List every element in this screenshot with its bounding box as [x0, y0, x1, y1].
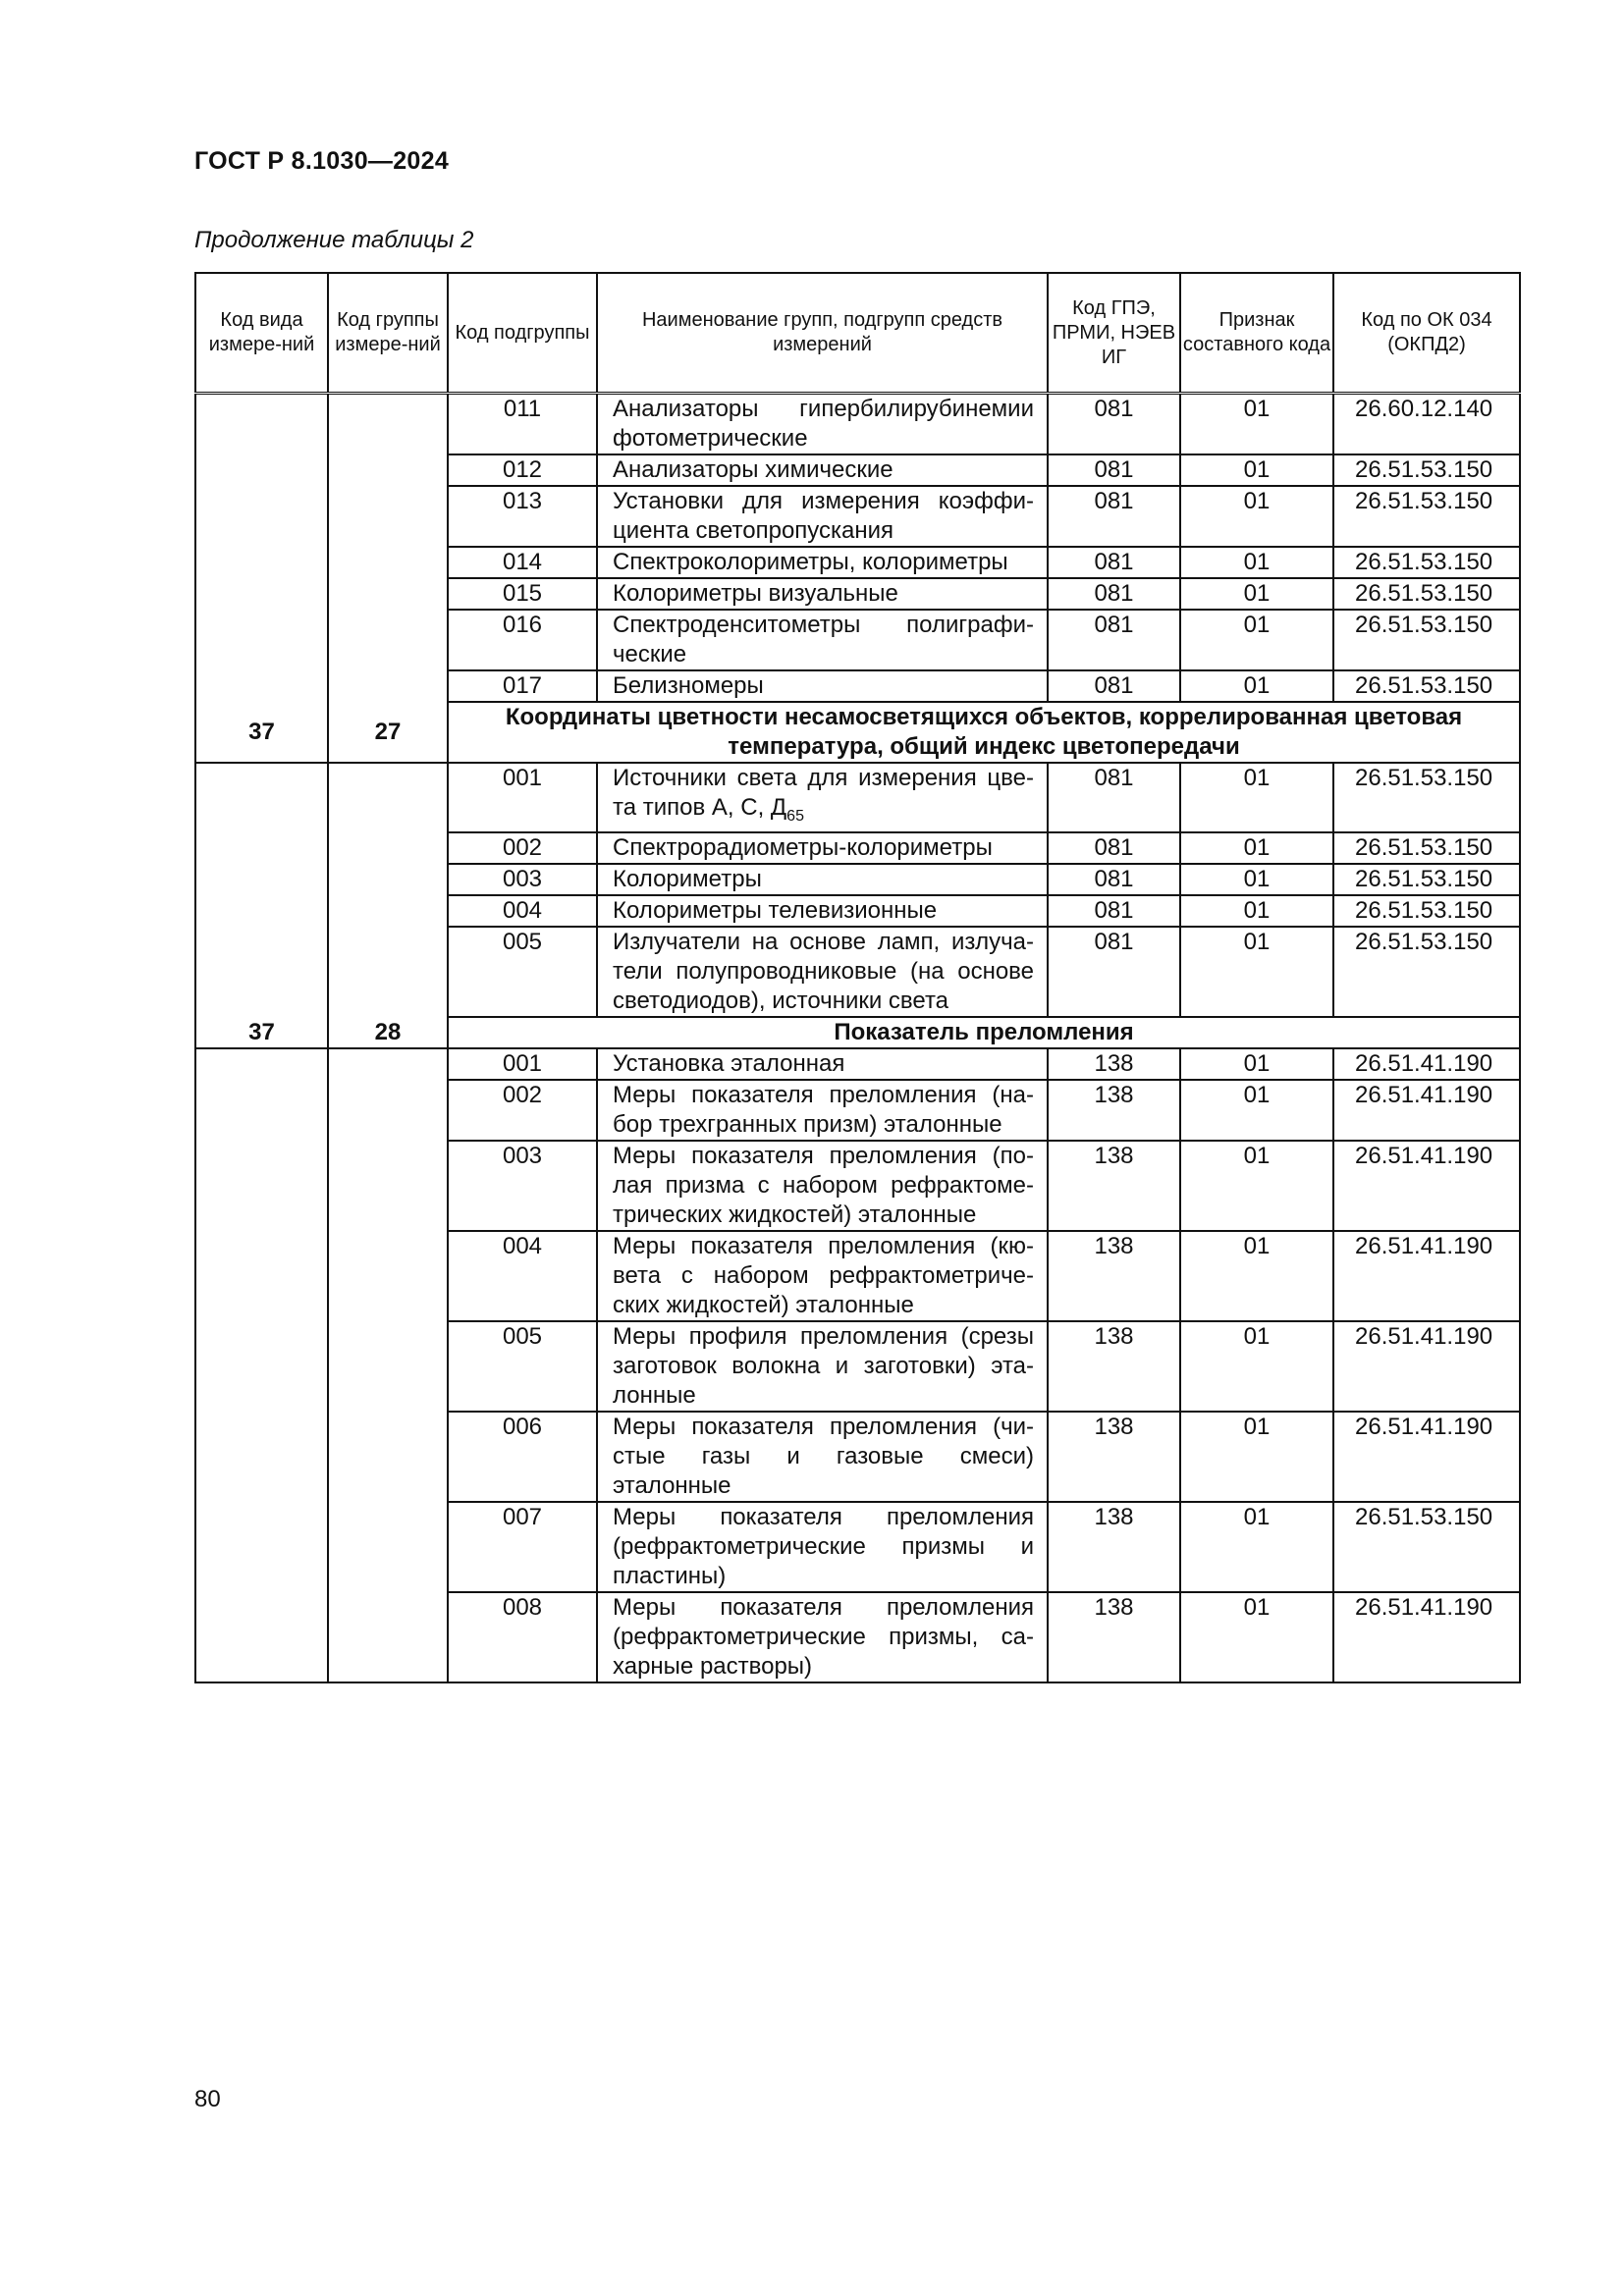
composite-sign: 01	[1180, 1321, 1333, 1412]
empty-kind-cell	[195, 394, 328, 703]
subgroup-code: 011	[448, 394, 597, 455]
item-name: Меры показателя преломления (чи-стые газы и газовые смеси) эталонные	[597, 1412, 1048, 1502]
composite-sign: 01	[1180, 454, 1333, 486]
empty-group-cell	[328, 394, 448, 703]
document-code: ГОСТ Р 8.1030—2024	[194, 147, 450, 175]
okpd-code: 26.51.53.150	[1333, 578, 1520, 610]
gpe-code: 081	[1048, 927, 1180, 1017]
okpd-code: 26.60.12.140	[1333, 394, 1520, 455]
group-code: 27	[328, 702, 448, 763]
subgroup-code: 003	[448, 1141, 597, 1231]
composite-sign: 01	[1180, 927, 1333, 1017]
table-row	[195, 763, 1520, 832]
composite-sign: 01	[1180, 578, 1333, 610]
gpe-code: 138	[1048, 1592, 1180, 1682]
gpe-code: 081	[1048, 394, 1180, 455]
gpe-code: 138	[1048, 1080, 1180, 1141]
okpd-code: 26.51.53.150	[1333, 547, 1520, 578]
gpe-code: 138	[1048, 1412, 1180, 1502]
col-header-name: Наименование групп, подгрупп средств измерений	[597, 273, 1048, 394]
composite-sign: 01	[1180, 895, 1333, 927]
col-header-kind: Код вида измере-ний	[195, 273, 328, 394]
item-name-text: Источники света для измерения цве-та типов A, C, Д	[613, 765, 1034, 821]
okpd-code: 26.51.41.190	[1333, 1231, 1520, 1321]
item-name: Установка эталонная	[597, 1048, 1048, 1080]
subgroup-code: 004	[448, 895, 597, 927]
composite-sign: 01	[1180, 763, 1333, 832]
subgroup-code: 004	[448, 1231, 597, 1321]
subgroup-code: 015	[448, 578, 597, 610]
item-name: Меры показателя преломления (рефрактометрические призмы, са-харные растворы)	[597, 1592, 1048, 1682]
item-name: Меры показателя преломления (по-лая призма с набором рефрактоме-трических жидкостей) эталонные	[597, 1141, 1048, 1231]
okpd-code: 26.51.41.190	[1333, 1080, 1520, 1141]
item-name	[597, 763, 1048, 832]
col-header-gpe: Код ГПЭ, ПРМИ, НЭЕВ ИГ	[1048, 273, 1180, 394]
okpd-code: 26.51.53.150	[1333, 486, 1520, 547]
okpd-code: 26.51.53.150	[1333, 670, 1520, 702]
item-name: Спектроколориметры, колориметры	[597, 547, 1048, 578]
gpe-code: 138	[1048, 1141, 1180, 1231]
gpe-code: 081	[1048, 832, 1180, 864]
composite-sign: 01	[1180, 864, 1333, 895]
okpd-code: 26.51.53.150	[1333, 927, 1520, 1017]
subgroup-code: 014	[448, 547, 597, 578]
page-number: 80	[194, 2086, 221, 2112]
composite-sign: 01	[1180, 832, 1333, 864]
subgroup-code: 005	[448, 1321, 597, 1412]
subgroup-code: 002	[448, 1080, 597, 1141]
subgroup-code: 016	[448, 610, 597, 670]
col-header-sign: Признак составного кода	[1180, 273, 1333, 394]
okpd-code: 26.51.41.190	[1333, 1048, 1520, 1080]
group-kind-code: 37	[195, 702, 328, 763]
gpe-code: 138	[1048, 1502, 1180, 1592]
item-name: Колориметры визуальные	[597, 578, 1048, 610]
group-header-row	[195, 702, 1520, 763]
item-name: Установки для измерения коэффи-циента светопропускания	[597, 486, 1048, 547]
classification-table	[194, 272, 1521, 1683]
composite-sign: 01	[1180, 394, 1333, 455]
composite-sign: 01	[1180, 486, 1333, 547]
subgroup-code: 002	[448, 832, 597, 864]
item-name: Колориметры телевизионные	[597, 895, 1048, 927]
group-code: 28	[328, 1017, 448, 1048]
item-name: Меры профиля преломления (срезы заготовок волокна и заготовки) эта-лонные	[597, 1321, 1048, 1412]
gpe-code: 081	[1048, 763, 1180, 832]
composite-sign: 01	[1180, 1502, 1333, 1592]
okpd-code: 26.51.41.190	[1333, 1592, 1520, 1682]
gpe-code: 081	[1048, 578, 1180, 610]
col-header-subgroup: Код подгруппы	[448, 273, 597, 394]
empty-kind-cell	[195, 1048, 328, 1682]
composite-sign: 01	[1180, 1080, 1333, 1141]
table-row	[195, 1048, 1520, 1080]
composite-sign: 01	[1180, 1412, 1333, 1502]
subgroup-code: 005	[448, 927, 597, 1017]
subgroup-code: 013	[448, 486, 597, 547]
gpe-code: 081	[1048, 547, 1180, 578]
group-header-row	[195, 1017, 1520, 1048]
group-kind-code: 37	[195, 1017, 328, 1048]
subgroup-code: 001	[448, 763, 597, 832]
composite-sign: 01	[1180, 1231, 1333, 1321]
gpe-code: 138	[1048, 1231, 1180, 1321]
subgroup-code: 012	[448, 454, 597, 486]
item-name: Меры показателя преломления (кю-вета с набором рефрактометриче-ских жидкостей) эталонные	[597, 1231, 1048, 1321]
gpe-code: 081	[1048, 486, 1180, 547]
gpe-code: 081	[1048, 895, 1180, 927]
group-title: Координаты цветности несамосветящихся объектов, коррелированная цветовая температура, общий индекс цветопередачи	[448, 702, 1520, 763]
composite-sign: 01	[1180, 1048, 1333, 1080]
col-header-group: Код группы измере-ний	[328, 273, 448, 394]
gpe-code: 081	[1048, 610, 1180, 670]
table-caption: Продолжение таблицы 2	[194, 227, 474, 253]
okpd-code: 26.51.53.150	[1333, 610, 1520, 670]
okpd-code: 26.51.53.150	[1333, 864, 1520, 895]
empty-kind-cell	[195, 763, 328, 1017]
group-title: Показатель преломления	[448, 1017, 1520, 1048]
item-name: Белизномеры	[597, 670, 1048, 702]
item-name: Меры показателя преломления (на-бор трехгранных призм) эталонные	[597, 1080, 1048, 1141]
item-name: Излучатели на основе ламп, излуча-тели полупроводниковые (на основе светодиодов), источники света	[597, 927, 1048, 1017]
item-name: Анализаторы гипербилирубинемии фотометрические	[597, 394, 1048, 455]
subgroup-code: 003	[448, 864, 597, 895]
empty-group-cell	[328, 1048, 448, 1682]
item-name: Спектроденситометры полиграфи-ческие	[597, 610, 1048, 670]
empty-group-cell	[328, 763, 448, 1017]
okpd-code: 26.51.53.150	[1333, 1502, 1520, 1592]
table-header-row	[195, 273, 1520, 394]
col-header-okpd: Код по ОК 034 (ОКПД2)	[1333, 273, 1520, 394]
item-name-subscript: 65	[786, 808, 804, 825]
subgroup-code: 008	[448, 1592, 597, 1682]
composite-sign: 01	[1180, 1141, 1333, 1231]
okpd-code: 26.51.41.190	[1333, 1412, 1520, 1502]
okpd-code: 26.51.41.190	[1333, 1141, 1520, 1231]
gpe-code: 081	[1048, 454, 1180, 486]
subgroup-code: 001	[448, 1048, 597, 1080]
okpd-code: 26.51.53.150	[1333, 763, 1520, 832]
subgroup-code: 007	[448, 1502, 597, 1592]
gpe-code: 138	[1048, 1321, 1180, 1412]
item-name: Анализаторы химические	[597, 454, 1048, 486]
composite-sign: 01	[1180, 670, 1333, 702]
subgroup-code: 006	[448, 1412, 597, 1502]
item-name: Спектрорадиометры-колориметры	[597, 832, 1048, 864]
okpd-code: 26.51.53.150	[1333, 895, 1520, 927]
okpd-code: 26.51.53.150	[1333, 454, 1520, 486]
table-row	[195, 394, 1520, 455]
gpe-code: 081	[1048, 670, 1180, 702]
composite-sign: 01	[1180, 547, 1333, 578]
subgroup-code: 017	[448, 670, 597, 702]
okpd-code: 26.51.41.190	[1333, 1321, 1520, 1412]
okpd-code: 26.51.53.150	[1333, 832, 1520, 864]
gpe-code: 081	[1048, 864, 1180, 895]
composite-sign: 01	[1180, 610, 1333, 670]
item-name: Колориметры	[597, 864, 1048, 895]
item-name: Меры показателя преломления (рефрактометрические призмы и пластины)	[597, 1502, 1048, 1592]
gpe-code: 138	[1048, 1048, 1180, 1080]
composite-sign: 01	[1180, 1592, 1333, 1682]
